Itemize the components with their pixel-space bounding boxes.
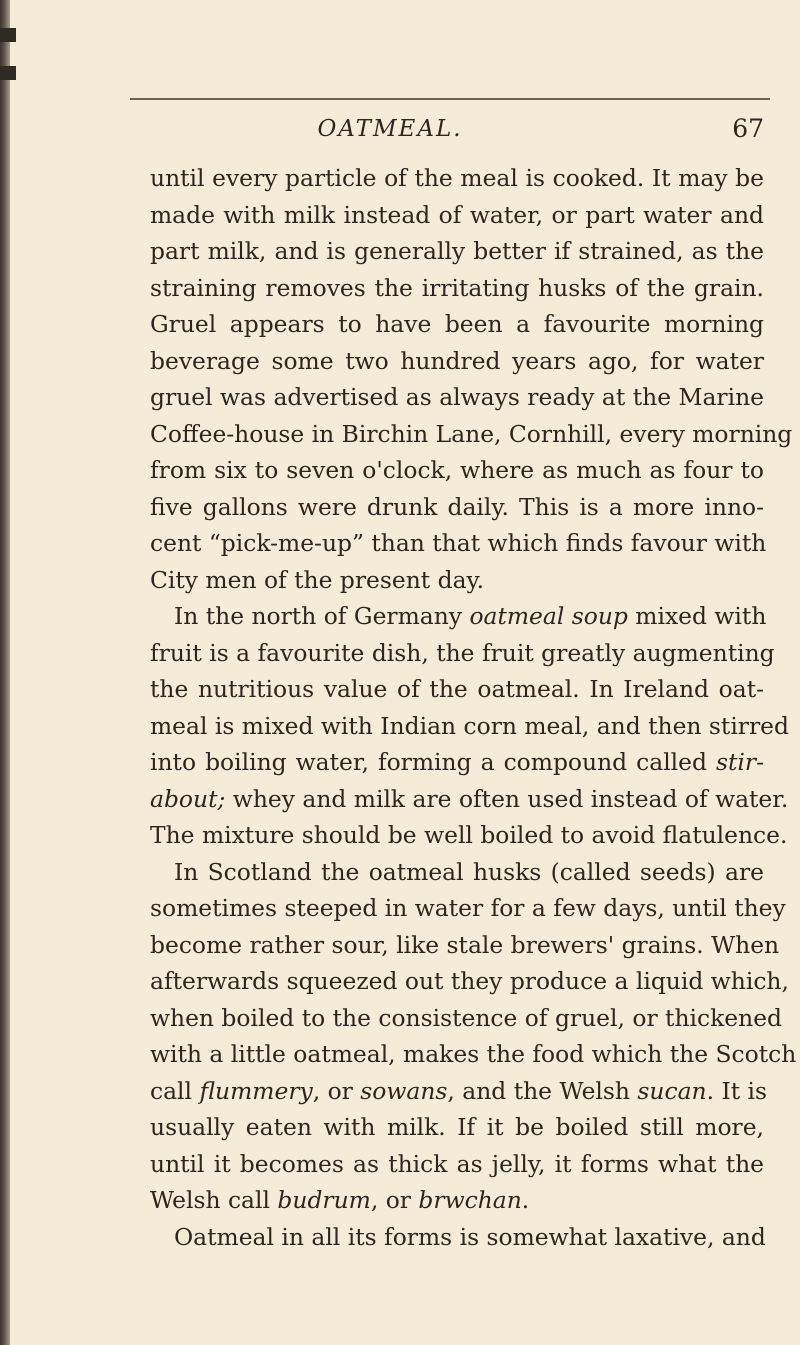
- page-header: [130, 94, 770, 144]
- page-binding-edge: [0, 0, 10, 1345]
- italic-term: oatmeal soup: [469, 602, 628, 630]
- page-number: 67: [732, 114, 764, 143]
- text-line: straining removes the irritating husks of the grain.: [150, 273, 764, 302]
- text-line: cent “pick-me-up” than that which finds favour with: [150, 529, 767, 557]
- text-run: call: [150, 1076, 200, 1105]
- running-title: OATMEAL.: [317, 116, 463, 142]
- text-run: , or: [370, 1186, 419, 1214]
- text-line: [150, 598, 767, 635]
- italic-term: brwchan: [418, 1186, 522, 1214]
- text-line: In Scotland the oatmeal husks (called seeds) are: [174, 857, 764, 886]
- text-line: afterwards squeezed out they produce a liquid which,: [150, 967, 789, 995]
- text-line: sometimes steeped in water for a few days, until they: [150, 894, 786, 922]
- text-line: [150, 1182, 764, 1219]
- text-run: mixed with: [627, 602, 767, 630]
- text-line: meal is mixed with Indian corn meal, and then stirred: [150, 711, 789, 740]
- text-line: until every particle of the meal is cooked. It may be: [150, 164, 764, 192]
- binding-mark: [0, 66, 16, 80]
- text-line: when boiled to the consistence of gruel, or thickened: [150, 1003, 783, 1032]
- text-line: [150, 744, 764, 781]
- text-line: Coffee-house in Birchin Lane, Cornhill, every morning: [150, 419, 793, 448]
- text-line: fruit is a favourite dish, the fruit greatly augmenting: [150, 638, 775, 667]
- italic-term: sowans: [360, 1076, 448, 1105]
- text-line: gruel was advertised as always ready at the Marine: [150, 383, 764, 411]
- text-line: made with milk instead of water, or part water and: [150, 200, 764, 229]
- italic-term: budrum: [277, 1186, 371, 1214]
- text-line: with a little oatmeal, makes the food which the Scotch: [150, 1040, 797, 1068]
- text-line: become rather sour, like stale brewers' grains. When: [150, 930, 780, 959]
- text-line: usually eaten with milk. If it be boiled still more,: [150, 1113, 764, 1141]
- italic-term: about;: [150, 784, 226, 813]
- text-line: Oatmeal in all its forms is somewhat laxative, and: [174, 1222, 766, 1251]
- italic-term: flummery: [199, 1076, 313, 1105]
- text-line: The mixture should be well boiled to avoid flatulence.: [150, 821, 788, 849]
- body-text: [150, 160, 797, 1255]
- text-line: from six to seven o'clock, where as much as four to: [150, 456, 764, 484]
- text-run: In the north of Germany: [174, 602, 470, 630]
- italic-term: sucan: [637, 1076, 707, 1105]
- text-line: until it becomes as thick as jelly, it forms what the: [150, 1149, 764, 1178]
- text-run: . It is: [706, 1076, 768, 1105]
- text-line: City men of the present day.: [150, 565, 485, 594]
- text-line: the nutritious value of the oatmeal. In Ireland oat-: [150, 675, 764, 703]
- text-line: [150, 781, 789, 818]
- text-run: into boiling water, forming a compound called: [150, 748, 717, 776]
- text-line: [150, 1073, 768, 1110]
- text-line: beverage some two hundred years ago, for water: [150, 346, 764, 375]
- text-line: Gruel appears to have been a favourite morning: [150, 310, 764, 338]
- text-run: .: [521, 1186, 530, 1214]
- text-line: part milk, and is generally better if strained, as the: [150, 237, 764, 265]
- header-rule: [130, 98, 770, 100]
- italic-term: stir-: [716, 748, 764, 776]
- text-run: , and the Welsh: [447, 1076, 638, 1105]
- text-run: whey and milk are often used instead of water.: [225, 784, 789, 813]
- binding-mark: [0, 28, 16, 42]
- text-run: Welsh call: [150, 1186, 278, 1214]
- text-line: five gallons were drunk daily. This is a more inno-: [150, 492, 764, 521]
- text-run: , or: [312, 1076, 361, 1105]
